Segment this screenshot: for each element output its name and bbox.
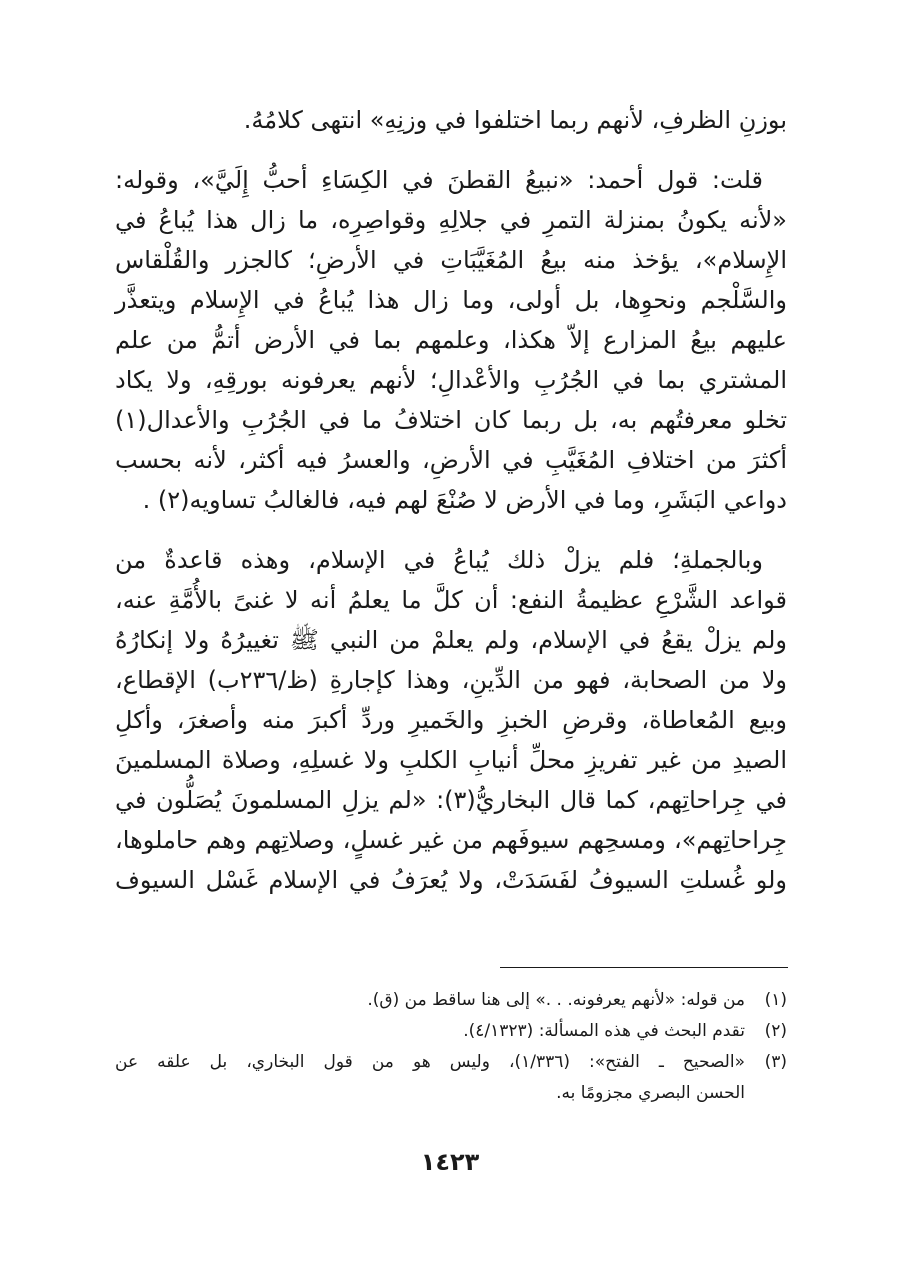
text-line: وبالجملةِ؛ فلم يزلْ ذلك يُباعُ في الإسلام، وهذه قاعدةٌ من [115,546,763,574]
paragraph-3 [115,540,787,900]
text-line: ولم يزلْ يقعُ في الإسلام، ولم يعلمْ من النبي ﷺ تغييرُهُ ولا إنكارُهُ [115,626,787,654]
text-line: أكثرَ من اختلافِ المُغَيَّبِ في الأرضِ، والعسرُ فيه أكثر، لأنه بحسب [115,446,787,474]
text-line: بوزنِ الظرفِ، لأنهم ربما اختلفوا في وزنِهِ» انتهى كلامُهُ. [243,106,787,134]
footnote-number: (١) [764,990,787,1010]
paragraph-2 [115,160,787,520]
footnote-text [115,1016,745,1047]
text-line: «لأنه يكونُ بمنزلة التمرِ في جلالِهِ وقواصِرِه، ما زال هذا يُباعُ في [115,206,787,234]
footnote-separator [500,967,788,968]
footnote-number: (٢) [764,1021,787,1041]
page-number: ١٤٢٣ [420,1148,480,1176]
text-line: والسَّلْجم ونحوِها، بل أولى، وما زال هذا يُباعُ في الإِسلام ويتعذَّر [115,286,787,314]
paragraph-gap [115,140,787,160]
footnote-3 [115,1047,787,1109]
text-line: جِراحاتِهم»، ومسحِهم سيوفَهم من غير غسلٍ، وصلاتِهم وهم حاملوها، [115,826,787,854]
text-line: قلت: قول أحمد: «نبيعُ القطنَ في الكِسَاءِ أحبُّ إِلَيَّ»، وقوله: [115,166,763,194]
footnote-line: الحسن البصري مجزومًا به. [556,1083,745,1103]
text-line: ولو غُسلتِ السيوفُ لفَسَدَتْ، ولا يُعرَفُ في الإسلام غَسْل السيوف [115,866,787,894]
text-line: وبيع المُعاطاة، وقرضِ الخبزِ والخَميرِ وردِّ أكبرَ منه وأصغرَ، وأكلِ [115,706,787,734]
text-line: المشتري بما في الجُرُبِ والأعْدالِ؛ لأنهم يعرفونه بورقِهِ، ولا يكاد [115,366,787,394]
footnotes [115,985,787,1109]
text-line: عليهم بيعُ المزارع إلاّ هكذا، وعلمهم بما في الأرض أتمُّ من علم [115,326,787,354]
paragraph-1 [115,100,787,140]
paragraph-gap [115,520,787,540]
text-line: في جِراحاتِهم، كما قال البخاريُّ(٣): «لم يزلِ المسلمونَ يُصَلُّون في [115,786,788,814]
footnote-line: «الصحيح ـ الفتح»: (١/٣٣٦)، وليس هو من قول البخاري، بل علقه عن [115,1052,745,1072]
text-line: قواعد الشَّرْعِ عظيمةُ النفع: أن كلَّ ما يعلمُ أنه لا غنىً بالأُمَّةِ عنه، [115,586,787,614]
footnote-1 [115,985,787,1016]
footnote-number: (٣) [764,1052,787,1072]
footnote-line: تقدم البحث في هذه المسألة: (٤/١٣٢٣). [463,1021,745,1041]
text-line: الإِسلام»، يؤخذ منه بيعُ المُغَيَّبَاتِ في الأرضِ؛ كالجزر والقُلْقاس [115,246,787,274]
footnote-2 [115,1016,787,1047]
main-text [115,100,787,900]
text-line: ولا من الصحابة، فهو من الدِّينِ، وهذا كإجارةِ (ظ/٢٣٦ب) الإقطاع، [115,666,787,694]
text-line: دواعي البَشَرِ، وما في الأرض لا صُنْعَ لهم فيه، فالغالبُ تساويه(٢) . [142,486,787,514]
footnote-text [115,1047,745,1109]
footnote-line: من قوله: «لأنهم يعرفونه. . .» إلى هنا ساقط من (ق). [367,990,745,1010]
text-line: الصيدِ من غير تفريزِ محلِّ أنيابِ الكلبِ ولا غسلِهِ، وصلاة المسلمينَ [115,746,787,774]
text-line: تخلو معرفتُهم به، بل ربما كان اختلافُ ما في الجُرُبِ والأعدال(١) [115,406,787,434]
footnote-text [115,985,745,1016]
